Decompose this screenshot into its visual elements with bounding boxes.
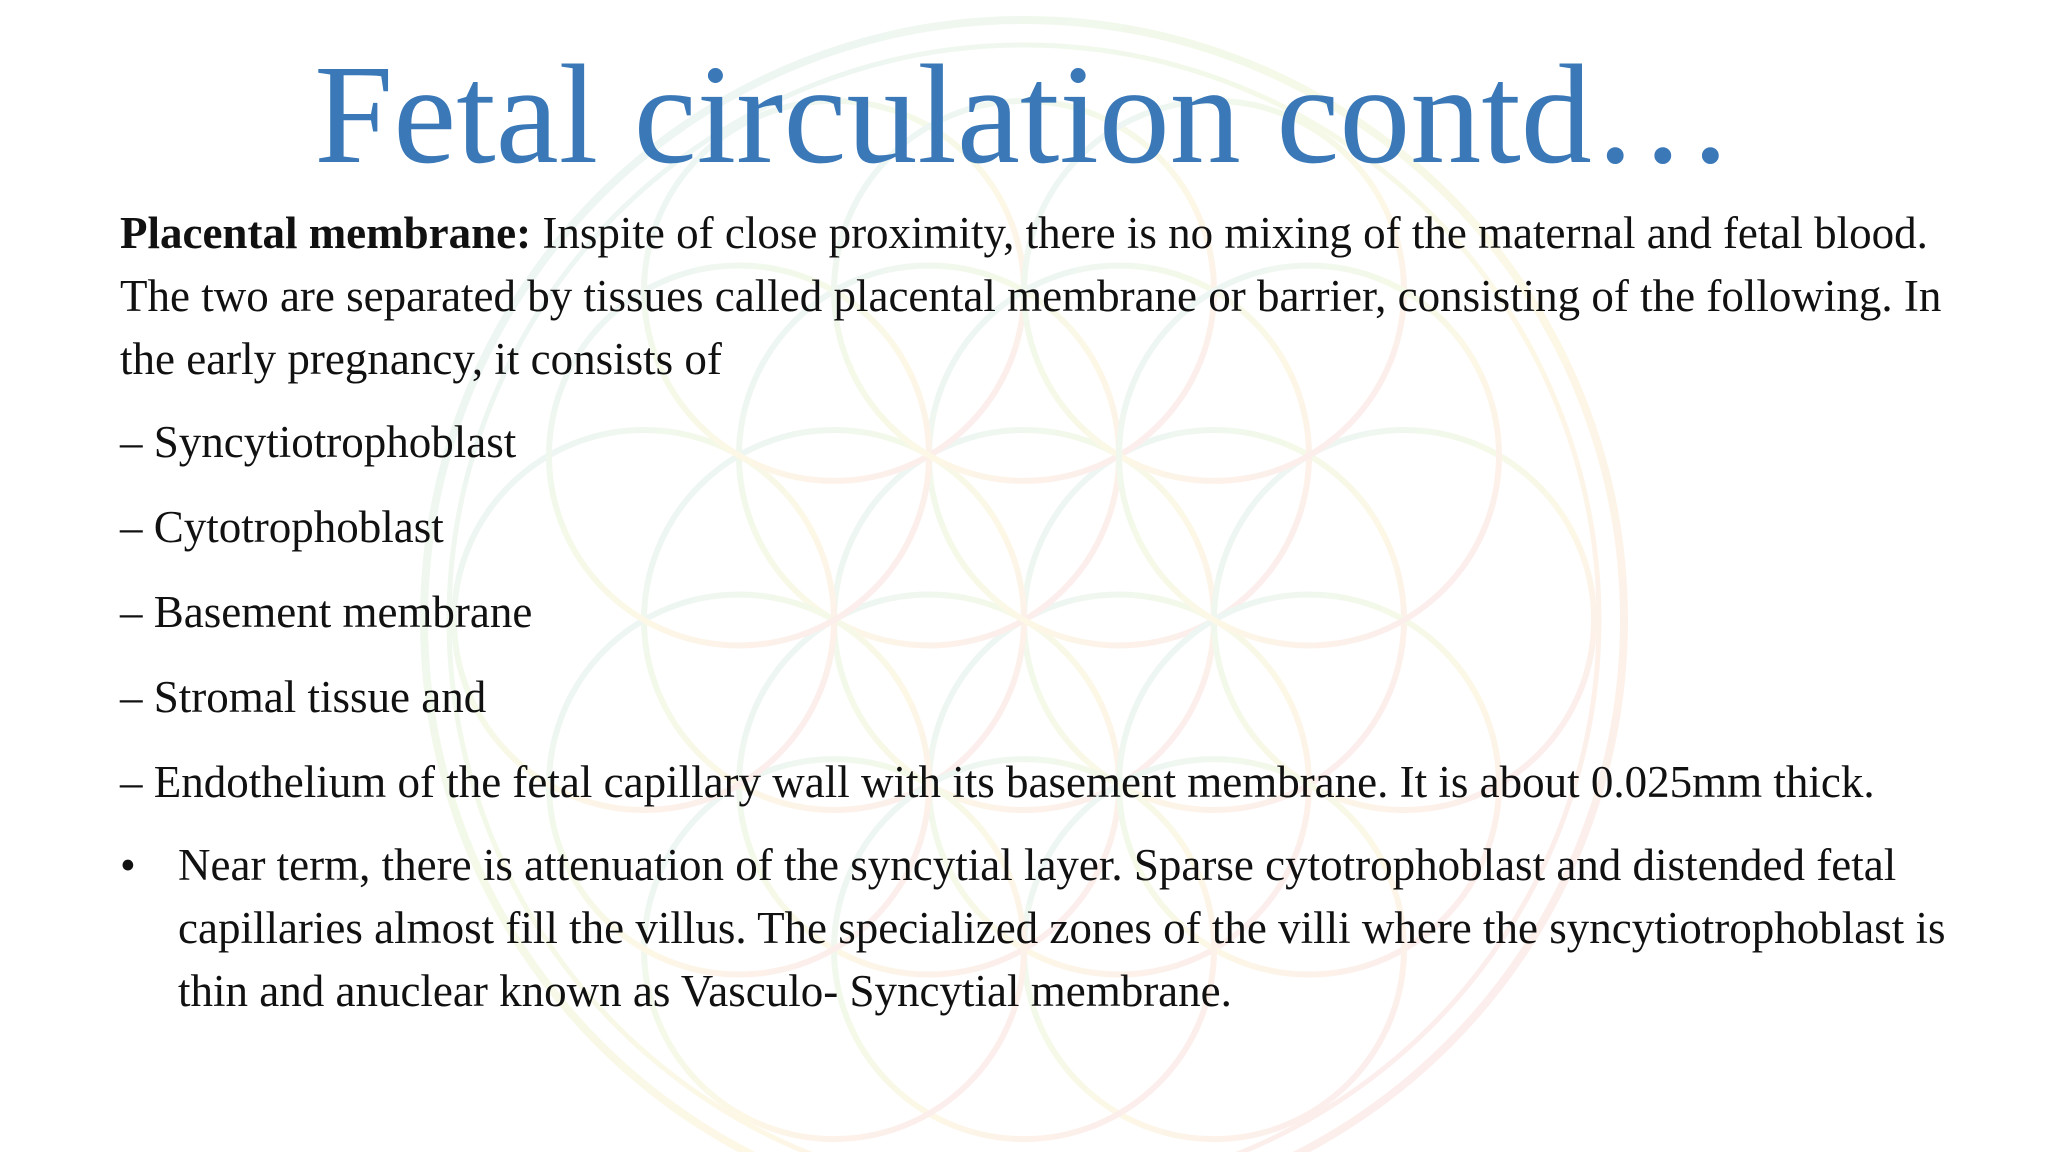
slide-title: Fetal circulation contd… bbox=[314, 35, 1734, 193]
intro-paragraph bbox=[120, 202, 1950, 391]
dash-item-basement-membrane: – Basement membrane bbox=[120, 587, 533, 637]
bullet-text: Near term, there is attenuation of the syncytial layer. Sparse cytotrophoblast and distended fetal capillaries almost fill the villus. The specialized zones of the villi where the syncytiotrophoblast is thin and anuclear known as Vasculo- Syncytial membrane. bbox=[178, 840, 1946, 1016]
slide-body bbox=[120, 202, 1950, 1023]
dash-item-cytotrophoblast: – Cytotrophoblast bbox=[120, 502, 444, 552]
bullet-dot-icon: • bbox=[120, 840, 136, 890]
dash-item-syncytiotrophoblast: – Syncytiotrophoblast bbox=[120, 417, 517, 467]
bullet-near-term bbox=[120, 834, 1950, 1023]
intro-label: Placental membrane: bbox=[120, 208, 532, 258]
intro-text: Inspite of close proximity, there is no mixing of the maternal and fetal blood. The two are separated by tissues called placental membrane or barrier, consisting of the following. In the early pregnancy, it consists of bbox=[120, 208, 1942, 384]
dash-item-endothelium: – Endothelium of the fetal capillary wall with its basement membrane. It is about 0.025mm thick. bbox=[120, 757, 1875, 807]
dash-item-stromal-tissue: – Stromal tissue and bbox=[120, 672, 487, 722]
